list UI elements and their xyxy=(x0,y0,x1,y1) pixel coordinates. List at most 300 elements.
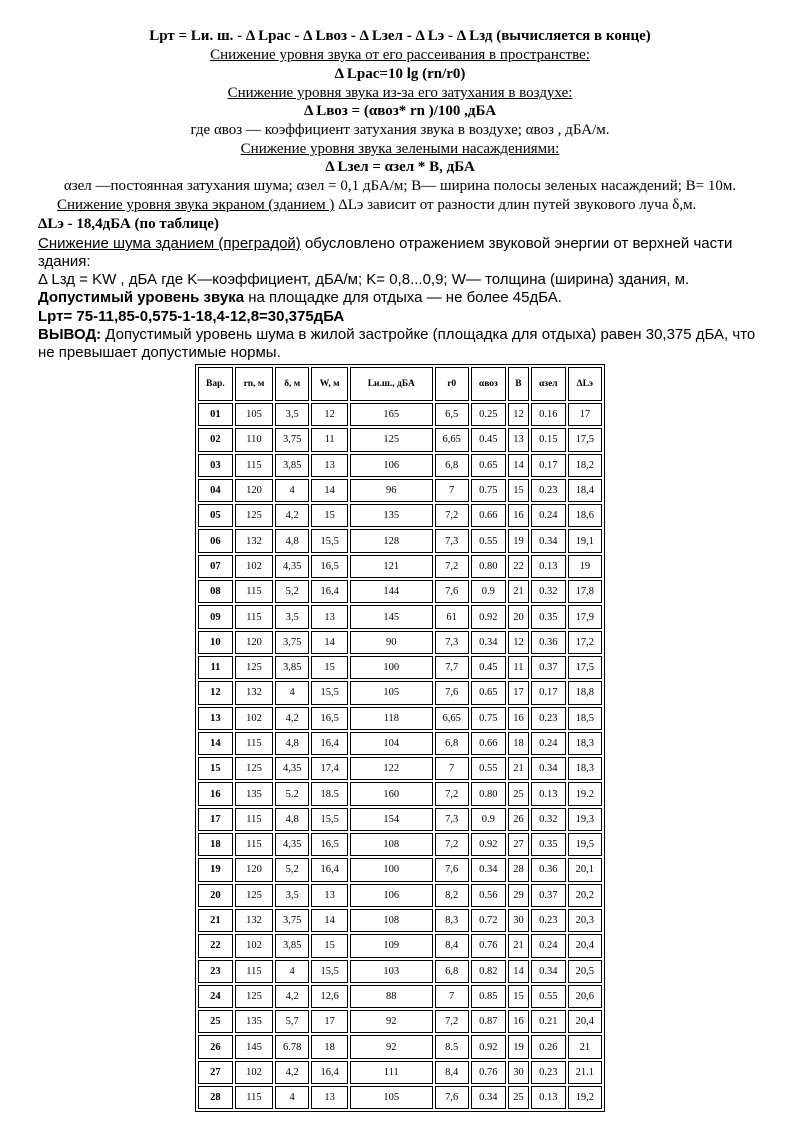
table-cell: 5,2 xyxy=(275,580,309,603)
table-cell: 8,4 xyxy=(435,1061,469,1084)
table-cell: 6,8 xyxy=(435,732,469,755)
heading-air-attenuation: Снижение уровня звука из-за его затухания в воздухе: xyxy=(227,85,573,101)
table-cell: 22 xyxy=(508,555,529,578)
table-cell: 17,4 xyxy=(311,757,348,780)
table-cell: 105 xyxy=(235,403,273,426)
table-cell: 0.92 xyxy=(471,833,506,856)
table-cell: 02 xyxy=(198,428,233,451)
table-cell: 17,2 xyxy=(568,631,602,654)
table-cell: 7,6 xyxy=(435,1086,469,1109)
table-cell: 125 xyxy=(235,757,273,780)
table-cell: 21 xyxy=(508,757,529,780)
table-cell: 4,8 xyxy=(275,808,309,831)
conclusion-line-2: не превышает допустимые нормы. xyxy=(38,344,281,361)
table-cell: 15 xyxy=(311,934,348,957)
table-cell: 13 xyxy=(311,605,348,628)
table-cell: 118 xyxy=(350,707,433,730)
table-cell: 7,2 xyxy=(435,504,469,527)
table-cell: 0.35 xyxy=(531,833,566,856)
table-row xyxy=(198,909,602,932)
table-cell: 18,3 xyxy=(568,732,602,755)
table-cell: 0.82 xyxy=(471,960,506,983)
table-cell: 120 xyxy=(235,631,273,654)
table-cell: 15,5 xyxy=(311,808,348,831)
table-cell: 19 xyxy=(508,1035,529,1058)
table-cell: 3,85 xyxy=(275,656,309,679)
main-formula: Lрт = Lи. ш. - Δ Lрас - Δ Lвоз - Δ Lзел - Δ Lэ - Δ Lзд (вычисляется в конце) xyxy=(149,28,651,44)
table-cell: 15 xyxy=(198,757,233,780)
table-cell: 16,5 xyxy=(311,833,348,856)
table-cell: 30 xyxy=(508,909,529,932)
table-cell: 6,8 xyxy=(435,454,469,477)
table-cell: 21 xyxy=(198,909,233,932)
table-row xyxy=(198,833,602,856)
table-cell: 135 xyxy=(235,782,273,805)
table-cell: 14 xyxy=(311,479,348,502)
table-cell: 132 xyxy=(235,529,273,552)
table-cell: 115 xyxy=(235,808,273,831)
table-cell: 25 xyxy=(508,782,529,805)
table-cell: 20,4 xyxy=(568,934,602,957)
table-row xyxy=(198,858,602,881)
table-cell: 11 xyxy=(198,656,233,679)
variants-table xyxy=(195,364,605,1112)
table-cell: 13 xyxy=(311,454,348,477)
table-cell: 0.37 xyxy=(531,656,566,679)
header-w: W, м xyxy=(311,367,348,401)
header-alpha-zel: αзел xyxy=(531,367,566,401)
table-cell: 0.13 xyxy=(531,782,566,805)
header-r0: r0 xyxy=(435,367,469,401)
table-cell: 4,8 xyxy=(275,529,309,552)
table-cell: 121 xyxy=(350,555,433,578)
table-cell: 0.72 xyxy=(471,909,506,932)
table-cell: 16,5 xyxy=(311,707,348,730)
table-cell: 108 xyxy=(350,833,433,856)
building-paragraph-2: здания: xyxy=(38,253,91,270)
table-cell: 4,35 xyxy=(275,555,309,578)
table-cell: 0.37 xyxy=(531,884,566,907)
building-paragraph-1 xyxy=(38,234,732,254)
table-cell: 7,6 xyxy=(435,858,469,881)
table-cell: 115 xyxy=(235,960,273,983)
table-row xyxy=(198,808,602,831)
table-cell: 0.92 xyxy=(471,1035,506,1058)
table-cell: 0.32 xyxy=(531,580,566,603)
table-row xyxy=(198,403,602,426)
table-cell: 0.85 xyxy=(471,985,506,1008)
variants-table-wrapper xyxy=(195,364,605,1112)
header-lish: Lи.ш., дБА xyxy=(350,367,433,401)
table-cell: 14 xyxy=(311,909,348,932)
table-cell: 17,9 xyxy=(568,605,602,628)
table-cell: 7 xyxy=(435,757,469,780)
table-cell: 106 xyxy=(350,454,433,477)
table-cell: 30 xyxy=(508,1061,529,1084)
table-cell: 3,5 xyxy=(275,884,309,907)
table-cell: 3,85 xyxy=(275,454,309,477)
table-cell: 4 xyxy=(275,681,309,704)
table-body xyxy=(198,403,602,1109)
table-cell: 8,4 xyxy=(435,934,469,957)
table-cell: 115 xyxy=(235,454,273,477)
table-cell: 17,5 xyxy=(568,428,602,451)
lrt-calculation: Lрт= 75-11,85-0,575-1-18,4-12,8=30,375дБА xyxy=(38,308,345,325)
table-cell: 19,5 xyxy=(568,833,602,856)
table-cell: 6,5 xyxy=(435,403,469,426)
table-cell: 115 xyxy=(235,605,273,628)
table-cell: 19 xyxy=(198,858,233,881)
table-cell: 19 xyxy=(508,529,529,552)
table-cell: 104 xyxy=(350,732,433,755)
formula-air-attenuation: Δ Lвоз = (αвоз* rn )/100 ,дБА xyxy=(303,103,497,119)
table-cell: 7,7 xyxy=(435,656,469,679)
table-cell: 20,5 xyxy=(568,960,602,983)
table-cell: 5,7 xyxy=(275,1010,309,1033)
table-cell: 18 xyxy=(508,732,529,755)
table-cell: 0.34 xyxy=(471,1086,506,1109)
table-cell: 108 xyxy=(350,909,433,932)
table-cell: 6.78 xyxy=(275,1035,309,1058)
table-cell: 4 xyxy=(275,1086,309,1109)
table-cell: 07 xyxy=(198,555,233,578)
table-cell: 20 xyxy=(198,884,233,907)
table-cell: 100 xyxy=(350,858,433,881)
table-cell: 18 xyxy=(198,833,233,856)
table-cell: 19,3 xyxy=(568,808,602,831)
table-cell: 25 xyxy=(508,1086,529,1109)
table-row xyxy=(198,656,602,679)
table-cell: 15,5 xyxy=(311,960,348,983)
table-cell: 5.2 xyxy=(275,782,309,805)
table-cell: 18,5 xyxy=(568,707,602,730)
table-cell: 15 xyxy=(311,504,348,527)
table-cell: 7,3 xyxy=(435,631,469,654)
table-cell: 13 xyxy=(311,1086,348,1109)
table-row xyxy=(198,732,602,755)
table-cell: 12 xyxy=(311,403,348,426)
table-cell: 05 xyxy=(198,504,233,527)
table-cell: 17 xyxy=(198,808,233,831)
table-row xyxy=(198,1035,602,1058)
table-cell: 12,6 xyxy=(311,985,348,1008)
table-cell: 88 xyxy=(350,985,433,1008)
table-cell: 15,5 xyxy=(311,529,348,552)
table-cell: 13 xyxy=(311,884,348,907)
table-cell: 20,2 xyxy=(568,884,602,907)
table-cell: 18 xyxy=(311,1035,348,1058)
table-cell: 145 xyxy=(235,1035,273,1058)
table-row xyxy=(198,1010,602,1033)
table-cell: 7,2 xyxy=(435,555,469,578)
header-var: Вар. xyxy=(198,367,233,401)
table-cell: 15 xyxy=(311,656,348,679)
table-cell: 0.17 xyxy=(531,681,566,704)
table-cell: 24 xyxy=(198,985,233,1008)
table-cell: 15,5 xyxy=(311,681,348,704)
heading-screen: Снижение уровня звука экраном (зданием ) xyxy=(57,197,335,213)
table-cell: 11 xyxy=(508,656,529,679)
header-delta: δ, м xyxy=(275,367,309,401)
table-row xyxy=(198,757,602,780)
screen-text: ΔLэ зависит от разности длин путей звукового луча δ,м. xyxy=(334,197,697,213)
table-cell: 105 xyxy=(350,1086,433,1109)
table-cell: 16,4 xyxy=(311,732,348,755)
table-cell: 0.26 xyxy=(531,1035,566,1058)
table-row xyxy=(198,960,602,983)
table-cell: 61 xyxy=(435,605,469,628)
table-cell: 19,1 xyxy=(568,529,602,552)
table-cell: 6,65 xyxy=(435,707,469,730)
table-cell: 10 xyxy=(198,631,233,654)
table-cell: 0.13 xyxy=(531,1086,566,1109)
table-cell: 4 xyxy=(275,960,309,983)
table-cell: 120 xyxy=(235,858,273,881)
table-cell: 3,5 xyxy=(275,403,309,426)
table-cell: 16 xyxy=(198,782,233,805)
permissible-text: на площадке для отдыха — не более 45дБА. xyxy=(244,289,562,306)
header-b: B xyxy=(508,367,529,401)
table-row xyxy=(198,580,602,603)
table-cell: 0.32 xyxy=(531,808,566,831)
table-cell: 4,8 xyxy=(275,732,309,755)
table-row xyxy=(198,555,602,578)
table-cell: 17 xyxy=(508,681,529,704)
table-cell: 0.17 xyxy=(531,454,566,477)
table-row xyxy=(198,454,602,477)
table-cell: 96 xyxy=(350,479,433,502)
table-cell: 7 xyxy=(435,479,469,502)
conclusion-text: Допустимый уровень шума в жилой застройке (площадка для отдыха) равен 30,375 дБА, что xyxy=(101,326,756,343)
air-attenuation-note: где αвоз — коэффициент затухания звука в воздухе; αвоз , дБА/м. xyxy=(190,122,610,138)
table-cell: 92 xyxy=(350,1035,433,1058)
table-cell: 19.2 xyxy=(568,782,602,805)
table-cell: 145 xyxy=(350,605,433,628)
table-cell: 06 xyxy=(198,529,233,552)
conclusion-label: ВЫВОД: xyxy=(38,326,102,343)
table-cell: 110 xyxy=(235,428,273,451)
table-cell: 09 xyxy=(198,605,233,628)
table-cell: 144 xyxy=(350,580,433,603)
table-cell: 4,2 xyxy=(275,985,309,1008)
table-cell: 0.80 xyxy=(471,782,506,805)
table-cell: 125 xyxy=(235,985,273,1008)
table-cell: 20,6 xyxy=(568,985,602,1008)
table-cell: 4,2 xyxy=(275,504,309,527)
table-cell: 0.16 xyxy=(531,403,566,426)
table-cell: 109 xyxy=(350,934,433,957)
table-row xyxy=(198,631,602,654)
table-cell: 7,6 xyxy=(435,681,469,704)
table-cell: 0.9 xyxy=(471,580,506,603)
table-cell: 14 xyxy=(508,960,529,983)
table-cell: 4 xyxy=(275,479,309,502)
table-cell: 0.9 xyxy=(471,808,506,831)
table-cell: 27 xyxy=(508,833,529,856)
table-cell: 0.55 xyxy=(471,757,506,780)
table-cell: 3,75 xyxy=(275,428,309,451)
table-cell: 8.5 xyxy=(435,1035,469,1058)
table-cell: 102 xyxy=(235,934,273,957)
table-cell: 18,8 xyxy=(568,681,602,704)
table-cell: 0.66 xyxy=(471,504,506,527)
green-note: αзел —постоянная затухания шума; αзел = 0,1 дБА/м; B— ширина полосы зеленых насаждений; B= 10м. xyxy=(63,178,737,194)
table-cell: 0.13 xyxy=(531,555,566,578)
table-cell: 18,2 xyxy=(568,454,602,477)
permissible-label: Допустимый уровень звука xyxy=(38,289,245,306)
header-delta-le: ΔLэ xyxy=(568,367,602,401)
table-cell: 6,65 xyxy=(435,428,469,451)
table-cell: 0.34 xyxy=(471,858,506,881)
table-row xyxy=(198,934,602,957)
table-cell: 0.23 xyxy=(531,909,566,932)
formula-building: Δ Lзд = KW , дБА где K—коэффициент, дБА/м; K= 0,8...0,9; W— толщина (ширина) здания, м. xyxy=(38,271,690,288)
table-cell: 18,4 xyxy=(568,479,602,502)
table-cell: 0.36 xyxy=(531,858,566,881)
table-cell: 7,3 xyxy=(435,808,469,831)
header-rn: rn, м xyxy=(235,367,273,401)
table-cell: 16 xyxy=(508,504,529,527)
table-cell: 22 xyxy=(198,934,233,957)
table-cell: 0.35 xyxy=(531,605,566,628)
table-cell: 3,5 xyxy=(275,605,309,628)
conclusion-line-1 xyxy=(38,325,755,345)
table-cell: 20,3 xyxy=(568,909,602,932)
table-cell: 12 xyxy=(508,631,529,654)
table-row xyxy=(198,782,602,805)
table-cell: 7,3 xyxy=(435,529,469,552)
table-cell: 13 xyxy=(508,428,529,451)
table-cell: 0.24 xyxy=(531,504,566,527)
table-cell: 0.65 xyxy=(471,681,506,704)
table-cell: 20,4 xyxy=(568,1010,602,1033)
table-cell: 0.87 xyxy=(471,1010,506,1033)
table-cell: 128 xyxy=(350,529,433,552)
table-cell: 160 xyxy=(350,782,433,805)
table-cell: 120 xyxy=(235,479,273,502)
table-cell: 115 xyxy=(235,580,273,603)
building-text: обусловлено отражением звуковой энергии от верхней части xyxy=(300,235,733,252)
table-cell: 111 xyxy=(350,1061,433,1084)
table-cell: 125 xyxy=(350,428,433,451)
table-cell: 125 xyxy=(235,884,273,907)
table-row xyxy=(198,707,602,730)
table-cell: 4,2 xyxy=(275,1061,309,1084)
formula-green: Δ Lзел = αзел * B, дБА xyxy=(325,159,475,175)
table-cell: 0.92 xyxy=(471,605,506,628)
table-row xyxy=(198,605,602,628)
table-cell: 0.23 xyxy=(531,707,566,730)
table-cell: 0.66 xyxy=(471,732,506,755)
table-cell: 8,3 xyxy=(435,909,469,932)
table-cell: 125 xyxy=(235,504,273,527)
table-cell: 165 xyxy=(350,403,433,426)
table-cell: 8,2 xyxy=(435,884,469,907)
table-cell: 0.34 xyxy=(531,529,566,552)
table-cell: 01 xyxy=(198,403,233,426)
table-row xyxy=(198,985,602,1008)
table-cell: 0.24 xyxy=(531,934,566,957)
table-cell: 105 xyxy=(350,681,433,704)
table-cell: 16,4 xyxy=(311,580,348,603)
screen-paragraph xyxy=(57,196,696,215)
table-cell: 13 xyxy=(198,707,233,730)
heading-green: Снижение уровня звука зелеными насаждениями: xyxy=(240,141,560,157)
table-cell: 102 xyxy=(235,555,273,578)
table-cell: 115 xyxy=(235,1086,273,1109)
table-cell: 11 xyxy=(311,428,348,451)
table-cell: 15 xyxy=(508,985,529,1008)
table-cell: 27 xyxy=(198,1061,233,1084)
table-cell: 17,8 xyxy=(568,580,602,603)
table-cell: 4,35 xyxy=(275,833,309,856)
table-cell: 08 xyxy=(198,580,233,603)
table-cell: 20,1 xyxy=(568,858,602,881)
table-cell: 122 xyxy=(350,757,433,780)
table-cell: 154 xyxy=(350,808,433,831)
table-row xyxy=(198,681,602,704)
table-cell: 12 xyxy=(508,403,529,426)
table-cell: 18,6 xyxy=(568,504,602,527)
table-cell: 21 xyxy=(508,580,529,603)
table-cell: 26 xyxy=(198,1035,233,1058)
table-cell: 18,3 xyxy=(568,757,602,780)
table-cell: 0.56 xyxy=(471,884,506,907)
table-cell: 115 xyxy=(235,833,273,856)
table-cell: 0.34 xyxy=(531,960,566,983)
table-cell: 135 xyxy=(235,1010,273,1033)
table-cell: 0.75 xyxy=(471,479,506,502)
heading-building: Снижение шума зданием (преградой) xyxy=(38,235,301,252)
table-cell: 7,6 xyxy=(435,580,469,603)
table-cell: 132 xyxy=(235,681,273,704)
table-cell: 7,2 xyxy=(435,1010,469,1033)
table-row xyxy=(198,504,602,527)
table-cell: 03 xyxy=(198,454,233,477)
table-cell: 0.34 xyxy=(471,631,506,654)
table-header-row xyxy=(198,367,602,401)
table-cell: 0.45 xyxy=(471,656,506,679)
table-cell: 14 xyxy=(508,454,529,477)
table-row xyxy=(198,428,602,451)
formula-dissipation: Δ Lрас=10 lg (rn/r0) xyxy=(334,66,466,82)
table-cell: 132 xyxy=(235,909,273,932)
table-cell: 3,75 xyxy=(275,909,309,932)
table-cell: 0.65 xyxy=(471,454,506,477)
table-cell: 115 xyxy=(235,732,273,755)
table-cell: 25 xyxy=(198,1010,233,1033)
table-cell: 3,85 xyxy=(275,934,309,957)
table-cell: 0.36 xyxy=(531,631,566,654)
table-cell: 28 xyxy=(198,1086,233,1109)
table-cell: 19 xyxy=(568,555,602,578)
table-cell: 0.15 xyxy=(531,428,566,451)
table-cell: 106 xyxy=(350,884,433,907)
table-cell: 21.1 xyxy=(568,1061,602,1084)
permissible-paragraph xyxy=(38,288,562,308)
table-cell: 4,2 xyxy=(275,707,309,730)
table-cell: 0.34 xyxy=(531,757,566,780)
table-cell: 19,2 xyxy=(568,1086,602,1109)
table-cell: 0.55 xyxy=(531,985,566,1008)
table-cell: 20 xyxy=(508,605,529,628)
table-cell: 12 xyxy=(198,681,233,704)
table-cell: 7 xyxy=(435,985,469,1008)
table-cell: 14 xyxy=(198,732,233,755)
table-cell: 17 xyxy=(311,1010,348,1033)
heading-dissipation: Снижение уровня звука от его рассеивания в пространстве: xyxy=(210,47,590,63)
table-cell: 102 xyxy=(235,1061,273,1084)
